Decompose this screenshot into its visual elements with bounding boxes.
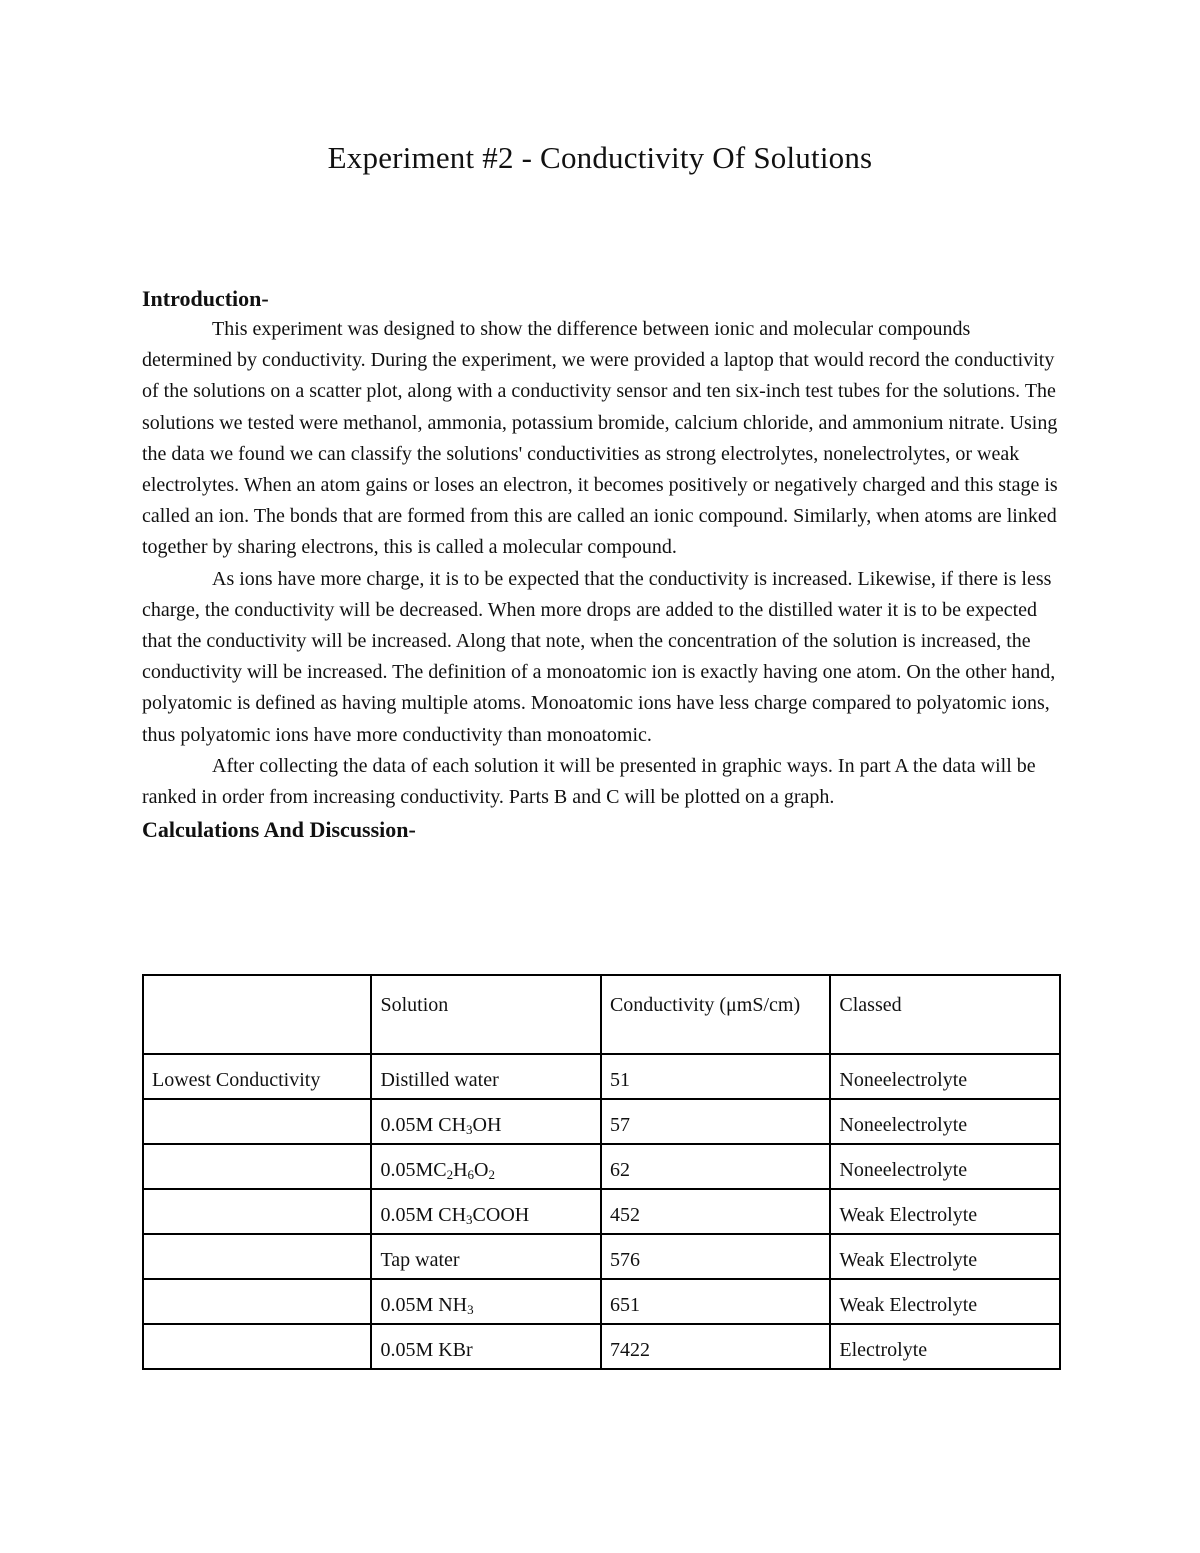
subscript: 2 — [446, 1167, 454, 1182]
cell-classed: Weak Electrolyte — [830, 1234, 1060, 1279]
table-row — [143, 1279, 1060, 1324]
cell-classed: Weak Electrolyte — [830, 1279, 1060, 1324]
table-row — [143, 1144, 1060, 1189]
cell-conductivity: 7422 — [601, 1324, 830, 1369]
cell-solution — [371, 1234, 601, 1279]
cell-classed: Electrolyte — [830, 1324, 1060, 1369]
header-cell-rank — [143, 975, 371, 1054]
table-row — [143, 1324, 1060, 1369]
solution-text: 0.05MC — [380, 1159, 447, 1181]
subscript: 3 — [466, 1212, 473, 1227]
cell-solution — [371, 1324, 601, 1369]
solution-text: 0.05M NH — [380, 1294, 468, 1316]
cell-conductivity: 452 — [601, 1189, 830, 1234]
header-cell-conductivity: Conductivity (μmS/cm) — [601, 975, 830, 1054]
subscript: 3 — [466, 1122, 473, 1137]
table-header-row — [143, 975, 1060, 1054]
table-row — [143, 1099, 1060, 1144]
solution-text: 0.05M CH — [380, 1204, 467, 1226]
solution-text: COOH — [472, 1204, 530, 1226]
cell-solution — [371, 1054, 601, 1099]
header-cell-classed: Classed — [830, 975, 1060, 1054]
calculations-heading: Calculations And Discussion- — [142, 817, 416, 843]
solution-text: OH — [472, 1114, 502, 1136]
intro-paragraph-1: This experiment was designed to show the difference between ionic and molecular compounds determined by conductivity. During the experiment, we were provided a laptop that would record the conductivity of the solutions on a scatter plot, along with a conductivity sensor and ten six-inch test tubes for the solutions. The solutions we tested were methanol, ammonia, potassium bromide, calcium chloride, and ammonium nitrate. Using the data we found we can classify the solutions' conductivities as strong electrolytes, nonelectrolytes, or weak electrolytes. When an atom gains or loses an electron, it becomes positively or negatively charged and this stage is called an ion. The bonds that are formed from this are called an ionic compound. Similarly, when atoms are linked together by sharing electrons, this is called a molecular compound. — [142, 318, 1058, 559]
subscript: 2 — [488, 1167, 495, 1182]
cell-solution — [371, 1099, 601, 1144]
cell-conductivity: 576 — [601, 1234, 830, 1279]
cell-rank — [143, 1189, 371, 1234]
cell-rank — [143, 1324, 371, 1369]
cell-conductivity: 62 — [601, 1144, 830, 1189]
cell-rank — [143, 1099, 371, 1144]
conductivity-table — [142, 974, 1061, 1370]
table-row — [143, 1234, 1060, 1279]
header-cell-solution: Solution — [371, 975, 601, 1054]
cell-rank — [143, 1234, 371, 1279]
intro-paragraph-2: As ions have more charge, it is to be expected that the conductivity is increased. Likewise, if there is less charge, the conductivity will be decreased. When more drops are added to the distilled water it is to be expected that the conductivity will be increased. Along that note, when the concentration of the solution is increased, the conductivity will be increased. The definition of a monoatomic ion is exactly having one atom. On the other hand, polyatomic is defined as having multiple atoms. Monoatomic ions have less charge compared to polyatomic ions, thus polyatomic ions have more conductivity than monoatomic. — [142, 567, 1056, 746]
table-row — [143, 1054, 1060, 1099]
cell-rank — [143, 1144, 371, 1189]
cell-conductivity: 57 — [601, 1099, 830, 1144]
solution-text: 0.05M KBr — [380, 1339, 473, 1361]
intro-paragraph-3: After collecting the data of each solution it will be presented in graphic ways. In part A the data will be ranked in order from increasing conductivity. Parts B and C will be plotted on a graph. — [142, 754, 1036, 809]
cell-solution — [371, 1279, 601, 1324]
table-row — [143, 1189, 1060, 1234]
introduction-heading: Introduction- — [142, 286, 269, 311]
table-body — [143, 1054, 1060, 1369]
cell-conductivity: 51 — [601, 1054, 830, 1099]
subscript: 6 — [467, 1167, 475, 1182]
solution-text: Distilled water — [380, 1069, 499, 1091]
solution-text: O — [474, 1159, 489, 1181]
cell-classed: Noneelectrolyte — [830, 1099, 1060, 1144]
cell-solution — [371, 1189, 601, 1234]
cell-classed: Noneelectrolyte — [830, 1054, 1060, 1099]
cell-classed: Weak Electrolyte — [830, 1189, 1060, 1234]
document-body — [142, 283, 1062, 847]
solution-text: H — [453, 1159, 468, 1181]
subscript: 3 — [467, 1302, 474, 1317]
cell-conductivity: 651 — [601, 1279, 830, 1324]
cell-solution — [371, 1144, 601, 1189]
cell-rank: Lowest Conductivity — [143, 1054, 371, 1099]
cell-rank — [143, 1279, 371, 1324]
solution-text: Tap water — [380, 1249, 460, 1271]
solution-text: 0.05M CH — [380, 1114, 467, 1136]
page-title: Experiment #2 - Conductivity Of Solutions — [327, 140, 873, 175]
cell-classed: Noneelectrolyte — [830, 1144, 1060, 1189]
